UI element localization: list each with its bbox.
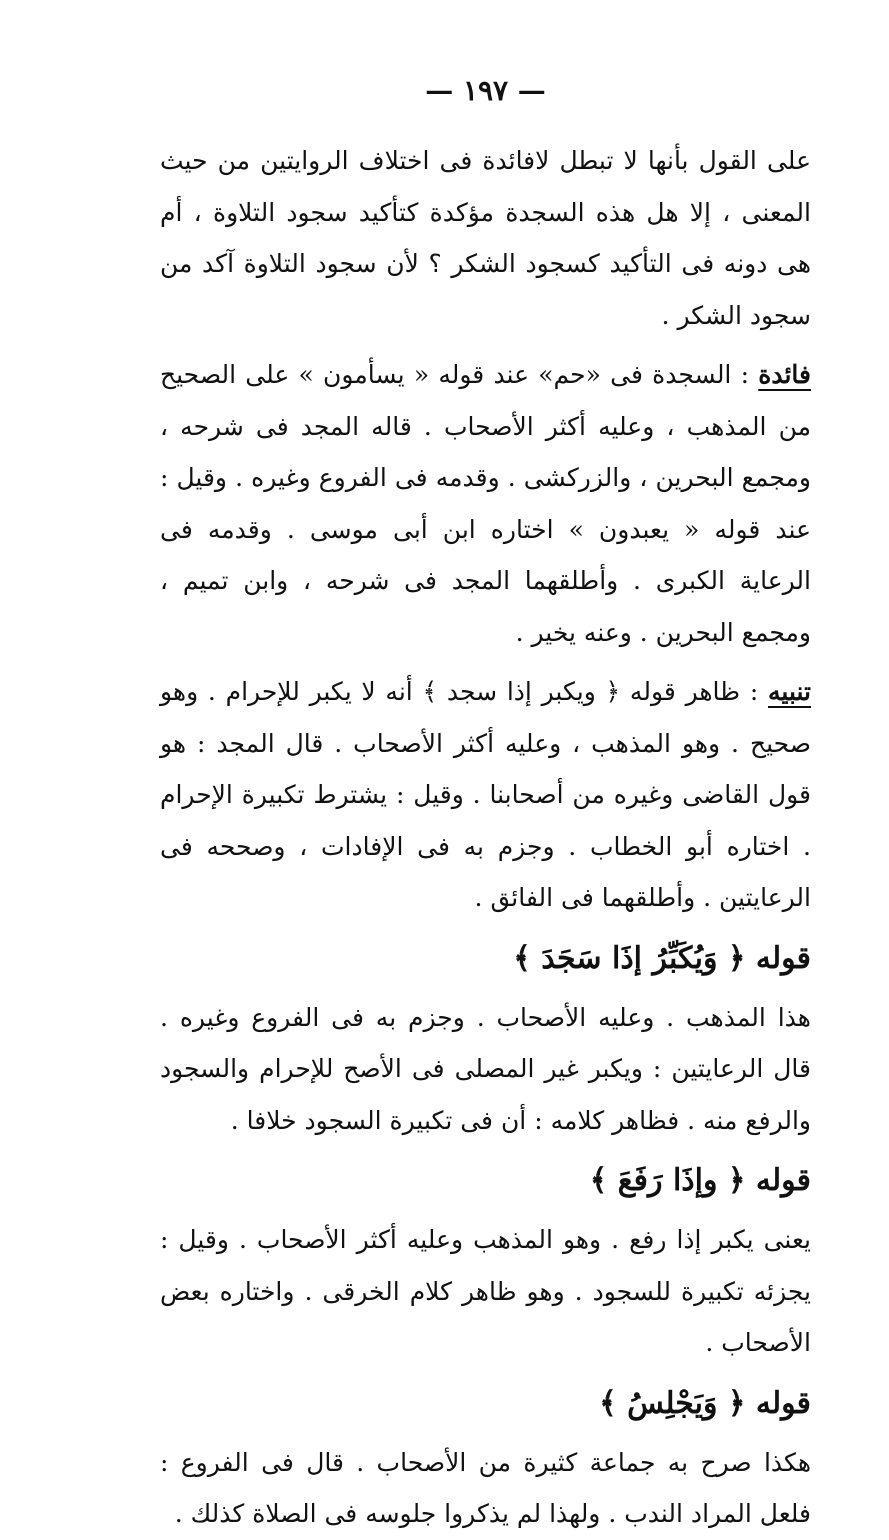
paragraph-tanbih [160, 666, 811, 924]
paragraph-1: على القول بأنها لا تبطل لافائدة فى اختلاف الروايتين من حيث المعنى ، إلا هل هذه السجدة مؤكدة كتأكيد سجود التلاوة ، أم هى دونه فى التأكيد كسجود الشكر ؟ لأن سجود التلاوة آكد من سجود الشكر . [160, 146, 811, 330]
tanbih-label: تنبيه [768, 677, 811, 706]
heading-yajlis: قوله ﴿ وَيَجْلِسُ ﴾ [599, 1385, 811, 1421]
heading-yukabbir: قوله ﴿ وَيُكَبِّرُ إذَا سَجَدَ ﴾ [513, 940, 811, 976]
paragraph-5: يعنى يكبر إذا رفع . وهو المذهب وعليه أكثر الأصحاب . وقيل : يجزئه تكبيرة للسجود . وهو ظاهر كلام الخرقى . واختاره بعض الأصحاب . [160, 1225, 811, 1357]
paragraph-faida [160, 349, 811, 658]
faida-body: : السجدة فى «حم» عند قوله « يسأمون » على الصحيح من المذهب ، وعليه أكثر الأصحاب . قاله المجد فى شرحه ، ومجمع البحرين ، والزركشى . وقدمه فى الفروع وغيره . وقيل : عند قوله « يعبدون » اختاره ابن أبى موسى . وقدمه فى الرعاية الكبرى . وأطلقهما المجد فى شرحه ، وابن تميم ، ومجمع البحرين . وعنه يخير . [160, 360, 811, 647]
heading-rafa: قوله ﴿ وإذَا رَفَعَ ﴾ [589, 1163, 811, 1198]
paragraph-6: هكذا صرح به جماعة كثيرة من الأصحاب . قال فى الفروع : فلعل المراد الندب . ولهذا لم يذكروا جلوسه فى الصلاة كذلك . [160, 1447, 811, 1528]
paragraph-4: هذا المذهب . وعليه الأصحاب . وجزم به فى الفروع وغيره . قال الرعايتين : ويكبر غير المصلى فى الأصح للإحرام والسجود والرفع منه . فظاهر كلامه : أن فى تكبيرة السجود خلافا . [160, 1002, 811, 1135]
page-number: — ١٩٧ — [425, 74, 546, 107]
faida-label: فائدة [758, 360, 811, 389]
tanbih-body: : ظاهر قوله ﴿ ويكبر إذا سجد ﴾ أنه لا يكبر للإحرام . وهو صحيح . وهو المذهب ، وعليه أكثر الأصحاب . قال المجد : هو قول القاضى وغيره من أصحابنا . وقيل : يشترط تكبيرة الإحرام . اختاره أبو الخطاب . وجزم به فى الإفادات ، وصححه فى الرعايتين . وأطلقهما فى الفائق . [160, 677, 811, 912]
